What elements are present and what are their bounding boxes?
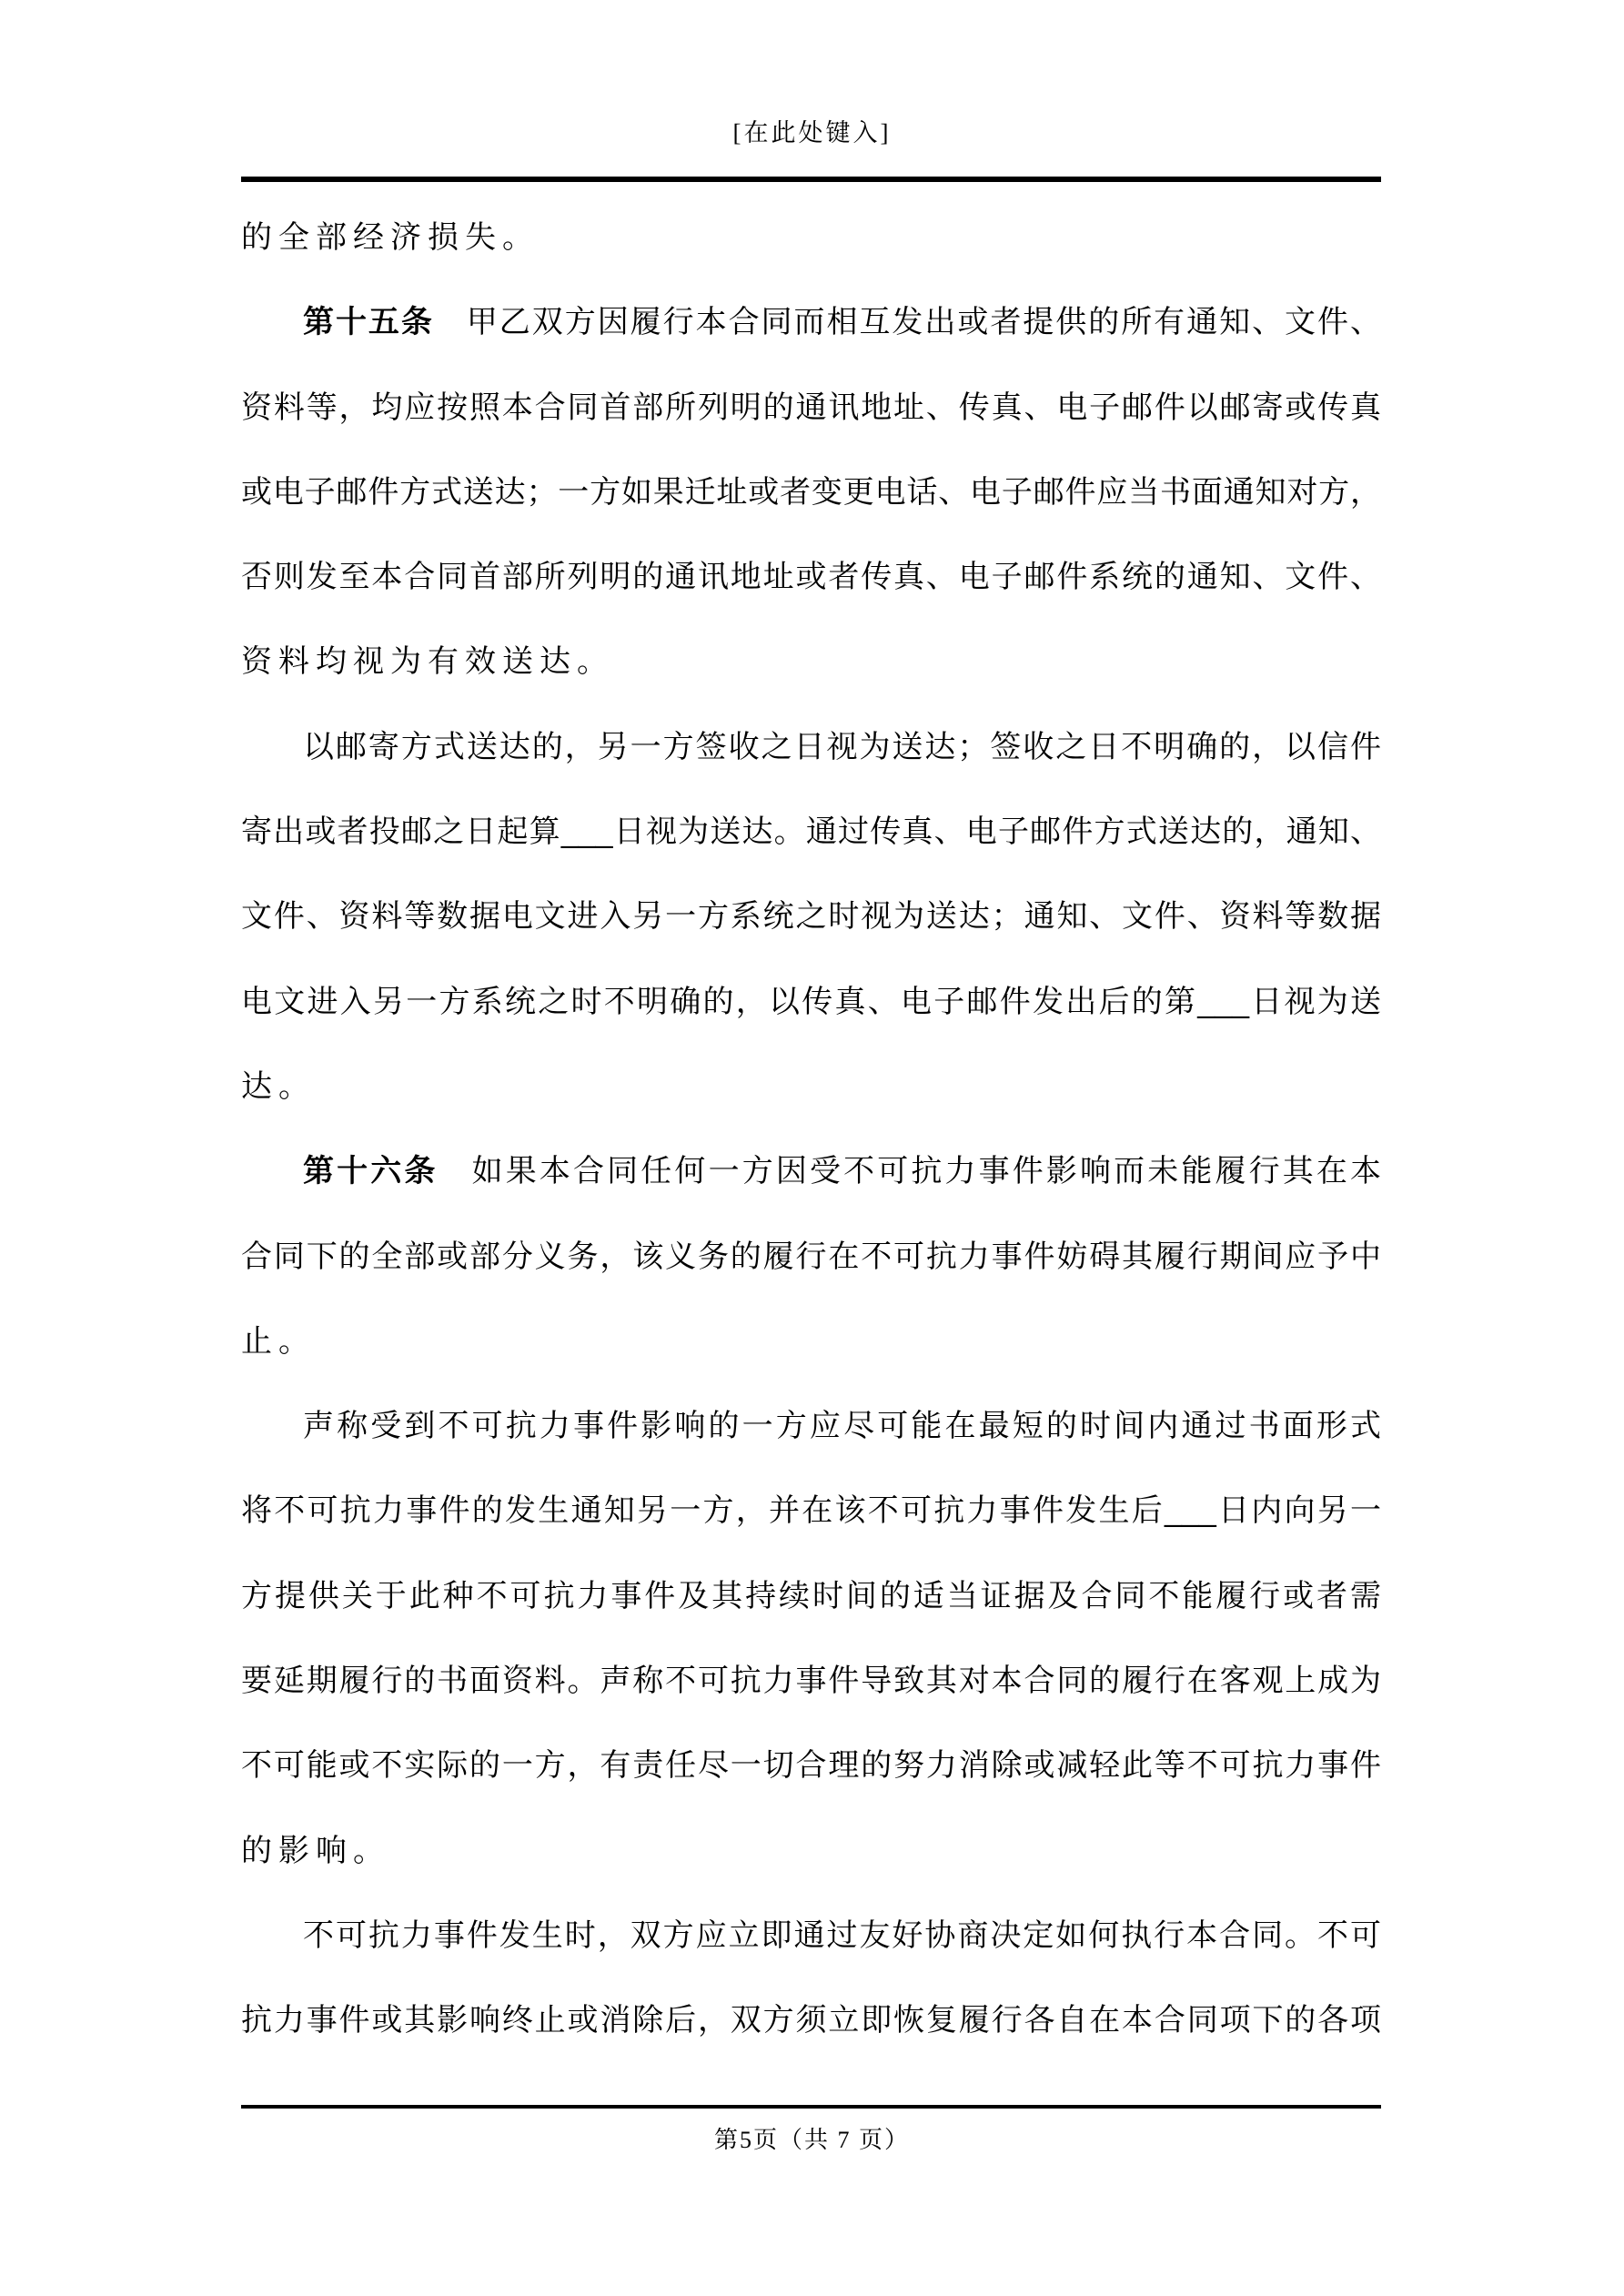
text-line: 达。 bbox=[241, 1068, 316, 1104]
clause-number: 第十六条 bbox=[303, 1154, 439, 1189]
text-line: 否则发至本合同首部所列明的通讯地址或者传真、电子邮件系统的通知、文件、 bbox=[241, 560, 1381, 595]
clause-line: 第十六条 如果本合同任何一方因受不可抗力事件影响而未能履行其在本 bbox=[303, 1154, 1382, 1189]
text-line: 将不可抗力事件的发生通知另一方，并在该不可抗力事件发生后___日内向另一 bbox=[241, 1493, 1381, 1529]
text-line: 的全部经济损失。 bbox=[241, 220, 540, 255]
text-line: 合同下的全部或部分义务，该义务的履行在不可抗力事件妨碍其履行期间应予中 bbox=[241, 1239, 1381, 1274]
clause-line: 第十五条 甲乙双方因履行本合同而相互发出或者提供的所有通知、文件、 bbox=[303, 305, 1381, 340]
text-line: 资料等，均应按照本合同首部所列明的通讯地址、传真、电子邮件以邮寄或传真 bbox=[241, 389, 1381, 425]
text-line: 的影响。 bbox=[241, 1833, 390, 1868]
text-line: 不可能或不实际的一方，有责任尽一切合理的努力消除或减轻此等不可抗力事件 bbox=[241, 1748, 1381, 1784]
text-line: 抗力事件或其影响终止或消除后，双方须立即恢复履行各自在本合同项下的各项 bbox=[241, 2003, 1381, 2038]
text-line: 不可抗力事件发生时，双方应立即通过友好协商决定如何执行本合同。不可 bbox=[303, 1917, 1381, 1953]
text-line: 文件、资料等数据电文进入另一方系统之时视为送达；通知、文件、资料等数据 bbox=[241, 899, 1381, 935]
header-placeholder: [在此处键入] bbox=[732, 119, 892, 147]
text-line: 止。 bbox=[241, 1323, 316, 1359]
page-number: 第5页（共 7 页） bbox=[713, 2127, 910, 2153]
text-line: 资料均视为有效送达。 bbox=[241, 644, 614, 680]
text-line: 或电子邮件方式送达；一方如果迁址或者变更电话、电子邮件应当书面通知对方， bbox=[241, 474, 1381, 510]
text-line: 方提供关于此种不可抗力事件及其持续时间的适当证据及合同不能履行或者需 bbox=[241, 1578, 1381, 1613]
text-line: 以邮寄方式送达的，另一方签收之日视为送达；签收之日不明确的，以信件 bbox=[303, 729, 1381, 764]
text-line: 电文进入另一方系统之时不明确的，以传真、电子邮件发出后的第___日视为送 bbox=[241, 984, 1381, 1019]
header-rule bbox=[241, 177, 1381, 182]
text-line: 声称受到不可抗力事件影响的一方应尽可能在最短的时间内通过书面形式 bbox=[303, 1409, 1381, 1444]
footer-rule bbox=[241, 2105, 1381, 2109]
clause-number: 第十五条 bbox=[303, 305, 434, 340]
text-line: 寄出或者投邮之日起算___日视为送达。通过传真、电子邮件方式送达的，通知、 bbox=[241, 814, 1381, 850]
text-line: 要延期履行的书面资料。声称不可抗力事件导致其对本合同的履行在客观上成为 bbox=[241, 1664, 1381, 1699]
document-body bbox=[241, 196, 1381, 2064]
